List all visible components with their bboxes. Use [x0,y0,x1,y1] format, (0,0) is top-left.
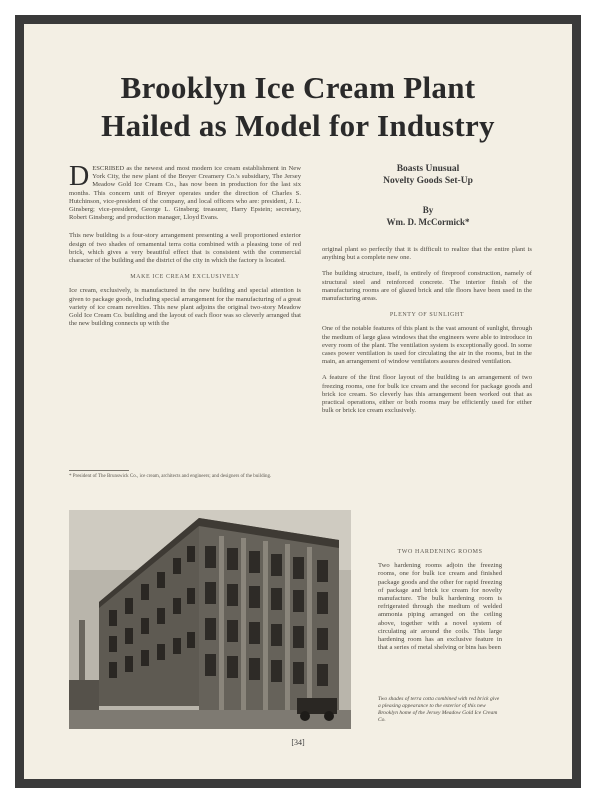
building-photo [69,510,351,729]
right-paragraph-5: Two hardening rooms adjoin the freezing rooms, one for bulk ice cream and finished package goods and the other for rapid freezing of package and brick ice cream for novelty manufacture. The bulk hardening room is refrigerated through the medium of welded ammonia piping arranged on the ceiling above, together with a novel system of circulating air around the coils. This large hardening room has an exclusive feature in that a series of metal shelving or bins has been [378,562,502,652]
right-column-upper [322,246,532,423]
right-column-lower [378,542,502,660]
left-column [69,161,301,336]
drop-cap: D [69,161,90,192]
right-paragraph-3: One of the notable features of this plant is the vast amount of sunlight, through the medium of large glass windows that the engineers were able to introduce in every room of the plant. The ventilation system is exceptionally good. In some cases power ventilation is used for circulating the air in the rooms, but in the main, an arrangement of window ventilators assures desired ventilation. [322,325,532,366]
left-paragraph-2: This new building is a four-story arrangement presenting a well proportioned exterior design of two shades of ornamental terra cotta combined with a pleasing tone of red brick, which gives a very beautiful effect that is consistent with the commercial character of the building and the district of the city in which the factory is located. [69,232,301,265]
right-paragraph-4: A feature of the first floor layout of the building is an arrangement of two freezing rooms, one for bulk ice cream and the second for package goods and brick ice cream. So cleverly has this arrangement been worked out that as practical operations, either or both rooms may be efficiently used for either bulk or brick ice cream exclusively. [322,374,532,415]
right-paragraph-2: The building structure, itself, is entirely of fireproof construction, namely of structural steel and reinforced concrete. The interior finish of the manufacturing rooms are of glazed brick and tile floors have been used in the manufacturing areas. [322,270,532,303]
section-heading-sunlight: PLENTY OF SUNLIGHT [389,312,465,319]
byline-by: By [422,205,434,215]
byline-author: Wm. D. McCormick* [386,217,470,227]
photo-caption: Two shades of terra cotta combined with red brick give a pleasing appearance to the exterior of this new Brooklyn home of the Jersey Meadow Gold Ice Cream Co. [378,696,500,723]
subheading: Boasts Unusual Novelty Goods Set-Up [383,164,473,186]
author-footnote: * President of The Brunswick Co., ice cream, architects and engineers; and designers of the building. [69,474,272,479]
left-paragraph-1: DESCRIBED as the newest and most modern ice cream establishment in New York City, the new plant of the Breyer Creamery Co.'s subsidiary, The Jersey Meadow Gold Ice Cream Co., has now been in production for the last six months. This concern unit of Breyer operates under the direction of Charles S. Hutchinson, vice-president of the company, and local officers who are: president, J. L. Ginsberg; vice-president, George L. Ginsberg; treasurer, Harry Epstein; secretary, Robert Ginsberg; and production manager, Lloyd Evans. [69,161,301,222]
magazine-page [24,24,572,779]
footnote-rule [69,470,129,471]
article-title-line-1: Brooklyn Ice Cream Plant [120,70,476,105]
right-paragraph-1: original plant so perfectly that it is difficult to realize that the entire plant is anything but a complete new one. [322,246,532,262]
section-heading-make-ice-cream: MAKE ICE CREAM EXCLUSIVELY [130,274,240,281]
left-paragraph-3: Ice cream, exclusively, is manufactured in the new building and special attention is given to package goods, including special arrangement for the manufacturing of a great variety of ice cream novelties. This new plant adjoins the original two-story Meadow Gold Ice Cream Co. building and the layout of each floor was so cleverly arranged that the new building connects up with the [69,287,301,328]
section-heading-hardening: TWO HARDENING ROOMS [397,549,483,555]
article-title-line-2: Hailed as Model for Industry [101,108,495,143]
page-number: [34] [291,738,305,747]
